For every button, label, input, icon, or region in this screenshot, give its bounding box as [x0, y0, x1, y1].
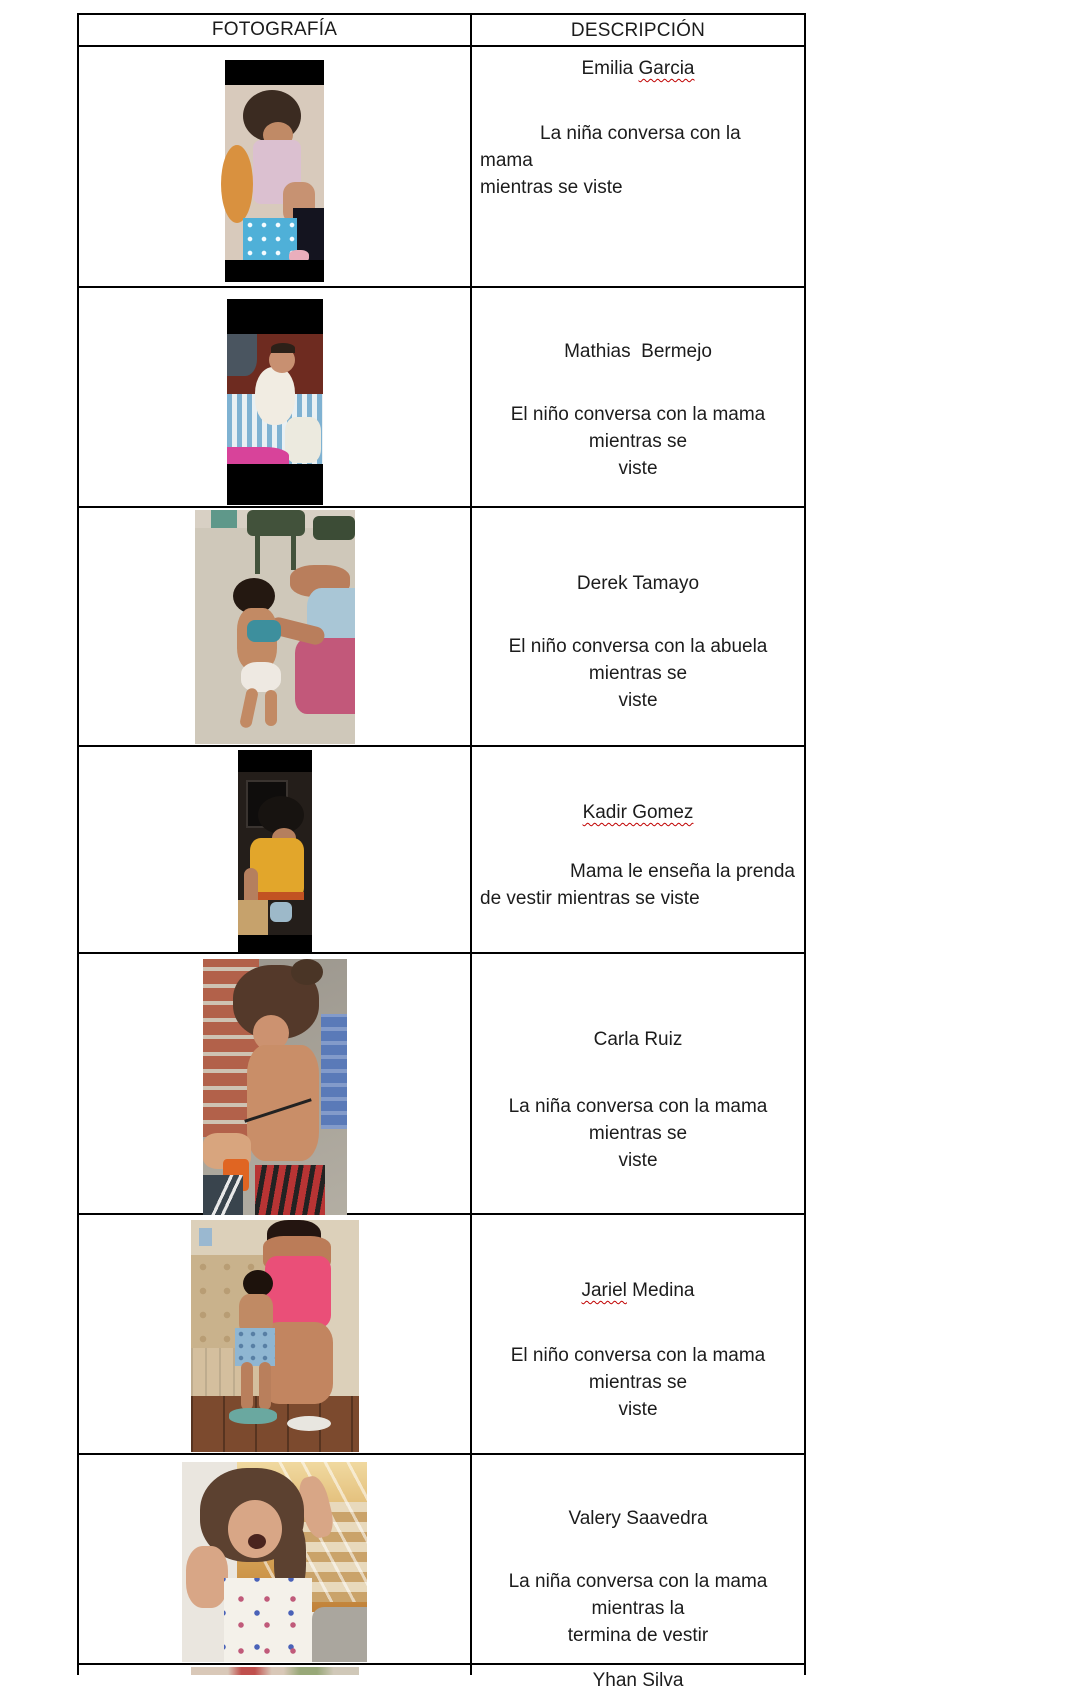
- photo-emilia-garcia: [225, 60, 324, 282]
- description-line: viste: [618, 690, 658, 711]
- photo-region-heart-tank-top: [224, 1578, 312, 1662]
- photo-region-gray-couch: [312, 1607, 367, 1662]
- photo-region-diaper: [241, 662, 281, 692]
- description-cell: [472, 508, 804, 745]
- description-line: El niño conversa con la abuela mientras se: [508, 636, 768, 684]
- description-cell: [472, 1455, 804, 1663]
- header-label: FOTOGRAFÍA: [211, 19, 338, 40]
- name-text-misspelled: Kadir Gomez: [582, 802, 694, 823]
- photo-region-child-hair: [243, 1270, 273, 1297]
- child-name: [480, 799, 796, 826]
- photo-region-pink-top: [265, 1256, 331, 1328]
- photo-region-poster: [199, 1228, 212, 1246]
- photo-cell: [79, 747, 472, 952]
- photo-region-hair-bun: [291, 959, 323, 985]
- photo-description-table: [77, 13, 806, 1691]
- photo-region-arm: [186, 1546, 228, 1608]
- description-line: de vestir mientras se viste: [480, 888, 700, 909]
- photo-derek-tamayo: [195, 510, 355, 744]
- table-row-valery: [79, 1455, 804, 1665]
- photo-region: [238, 900, 268, 936]
- child-name: [480, 1026, 796, 1053]
- photo-region: [221, 145, 253, 223]
- photo-mathias-bermejo: [227, 299, 323, 505]
- photo-region-yellow-shirt: [250, 838, 304, 900]
- photo-cell: [79, 47, 472, 286]
- photo-region-mouth: [248, 1534, 266, 1549]
- description-line: El niño conversa con la mama mientras se: [510, 1345, 766, 1393]
- table-row-mathias: [79, 288, 804, 508]
- photo-region: [227, 334, 257, 376]
- photo-region-chair-leg: [291, 536, 296, 570]
- photo-region-chair-leg: [255, 536, 260, 574]
- photo-letterbox-bottom: [225, 260, 324, 282]
- photo-region-face: [228, 1500, 282, 1558]
- photo-region-chair: [313, 516, 355, 540]
- description-line: La niña conversa con la mama mientras se: [508, 1096, 768, 1144]
- child-name: [480, 1667, 796, 1694]
- name-text-misspelled: Jariel: [581, 1280, 627, 1301]
- photo-valery-saavedra: [182, 1462, 367, 1662]
- description-cell: [472, 47, 804, 286]
- description-cell: [472, 1215, 804, 1453]
- photo-region-dark-shorts: [203, 1175, 243, 1215]
- photo-partial: [191, 1667, 359, 1675]
- photo-jariel-medina: [191, 1220, 359, 1452]
- photo-region: [285, 417, 321, 463]
- photo-letterbox-top: [225, 60, 324, 85]
- table-row-partial: [79, 1665, 804, 1691]
- description-line: Mama le enseña la prenda: [570, 861, 795, 882]
- photo-region-chair: [247, 510, 305, 536]
- description-cell: [472, 954, 804, 1213]
- name-text: Carla Ruiz: [593, 1029, 683, 1050]
- name-text: Emilia: [581, 58, 639, 79]
- photo-region-leg: [265, 690, 277, 726]
- description-cell: [472, 1665, 804, 1691]
- description-line: La niña conversa con la mama mientras la: [508, 1571, 768, 1619]
- photo-region-leg: [259, 1362, 271, 1410]
- photo-letterbox-bottom: [238, 935, 312, 954]
- description-line: viste: [618, 1399, 658, 1420]
- name-text: Derek Tamayo: [576, 573, 700, 594]
- photo-cell: [79, 288, 472, 506]
- column-header-descripcion: [472, 15, 804, 45]
- photo-region-shirt-trim: [250, 892, 304, 900]
- photo-region-hair: [271, 343, 295, 353]
- photo-region-leg: [241, 1362, 253, 1410]
- photo-letterbox-top: [238, 750, 312, 772]
- photo-region-striped-shorts: [255, 1165, 325, 1215]
- name-text: Mathias Bermejo: [564, 341, 712, 362]
- table-header-row: [79, 15, 804, 47]
- description-line: viste: [618, 458, 658, 479]
- column-header-fotografia: [79, 15, 472, 45]
- child-name: [480, 55, 796, 82]
- photo-cell: [79, 508, 472, 745]
- photo-region-shorts: [270, 902, 292, 922]
- child-name: [480, 570, 796, 597]
- photo-cell: [79, 1665, 472, 1675]
- child-name: [480, 1277, 796, 1304]
- table-row-emilia: [79, 47, 804, 288]
- description-cell: [472, 747, 804, 952]
- photo-carla-ruiz: [203, 959, 347, 1215]
- photo-region-baby: [255, 367, 295, 425]
- name-text: Valery Saavedra: [568, 1508, 708, 1529]
- description-line: La niña conversa con la mama: [480, 123, 741, 171]
- description-line: mientras se viste: [480, 177, 623, 198]
- child-name: [480, 338, 796, 365]
- child-name: [480, 1505, 796, 1532]
- description-line: termina de vestir: [567, 1625, 709, 1646]
- photo-region-blue-chair: [321, 1014, 347, 1129]
- photo-region-teal-shirt: [247, 620, 281, 642]
- table-row-jariel: [79, 1215, 804, 1455]
- photo-region-flipflop: [287, 1416, 331, 1431]
- photo-cell: [79, 1215, 472, 1453]
- photo-cell: [79, 954, 472, 1213]
- photo-region-body: [247, 1045, 319, 1161]
- name-text-misspelled: Garcia: [638, 58, 695, 79]
- name-text: Yhan Silva: [592, 1670, 684, 1691]
- table-row-derek: [79, 508, 804, 747]
- photo-region-pink-skirt: [295, 638, 355, 714]
- table-row-kadir: [79, 747, 804, 954]
- photo-kadir-gomez: [238, 750, 312, 954]
- photo-letterbox-bottom: [227, 464, 323, 505]
- photo-region-door: [211, 510, 237, 528]
- description-line: El niño conversa con la mama mientras se: [510, 404, 766, 452]
- name-text: Medina: [626, 1280, 695, 1301]
- photo-region-wood-floor: [191, 1396, 359, 1452]
- photo-region-leg: [238, 687, 258, 729]
- photo-region-blue-shorts: [235, 1328, 275, 1366]
- photo-letterbox-top: [227, 299, 323, 334]
- description-line: viste: [618, 1150, 658, 1171]
- photo-cell: [79, 1455, 472, 1663]
- description-cell: [472, 288, 804, 506]
- table-row-carla: [79, 954, 804, 1215]
- header-label: DESCRIPCIÓN: [570, 19, 706, 41]
- photo-region-sandal: [229, 1408, 277, 1424]
